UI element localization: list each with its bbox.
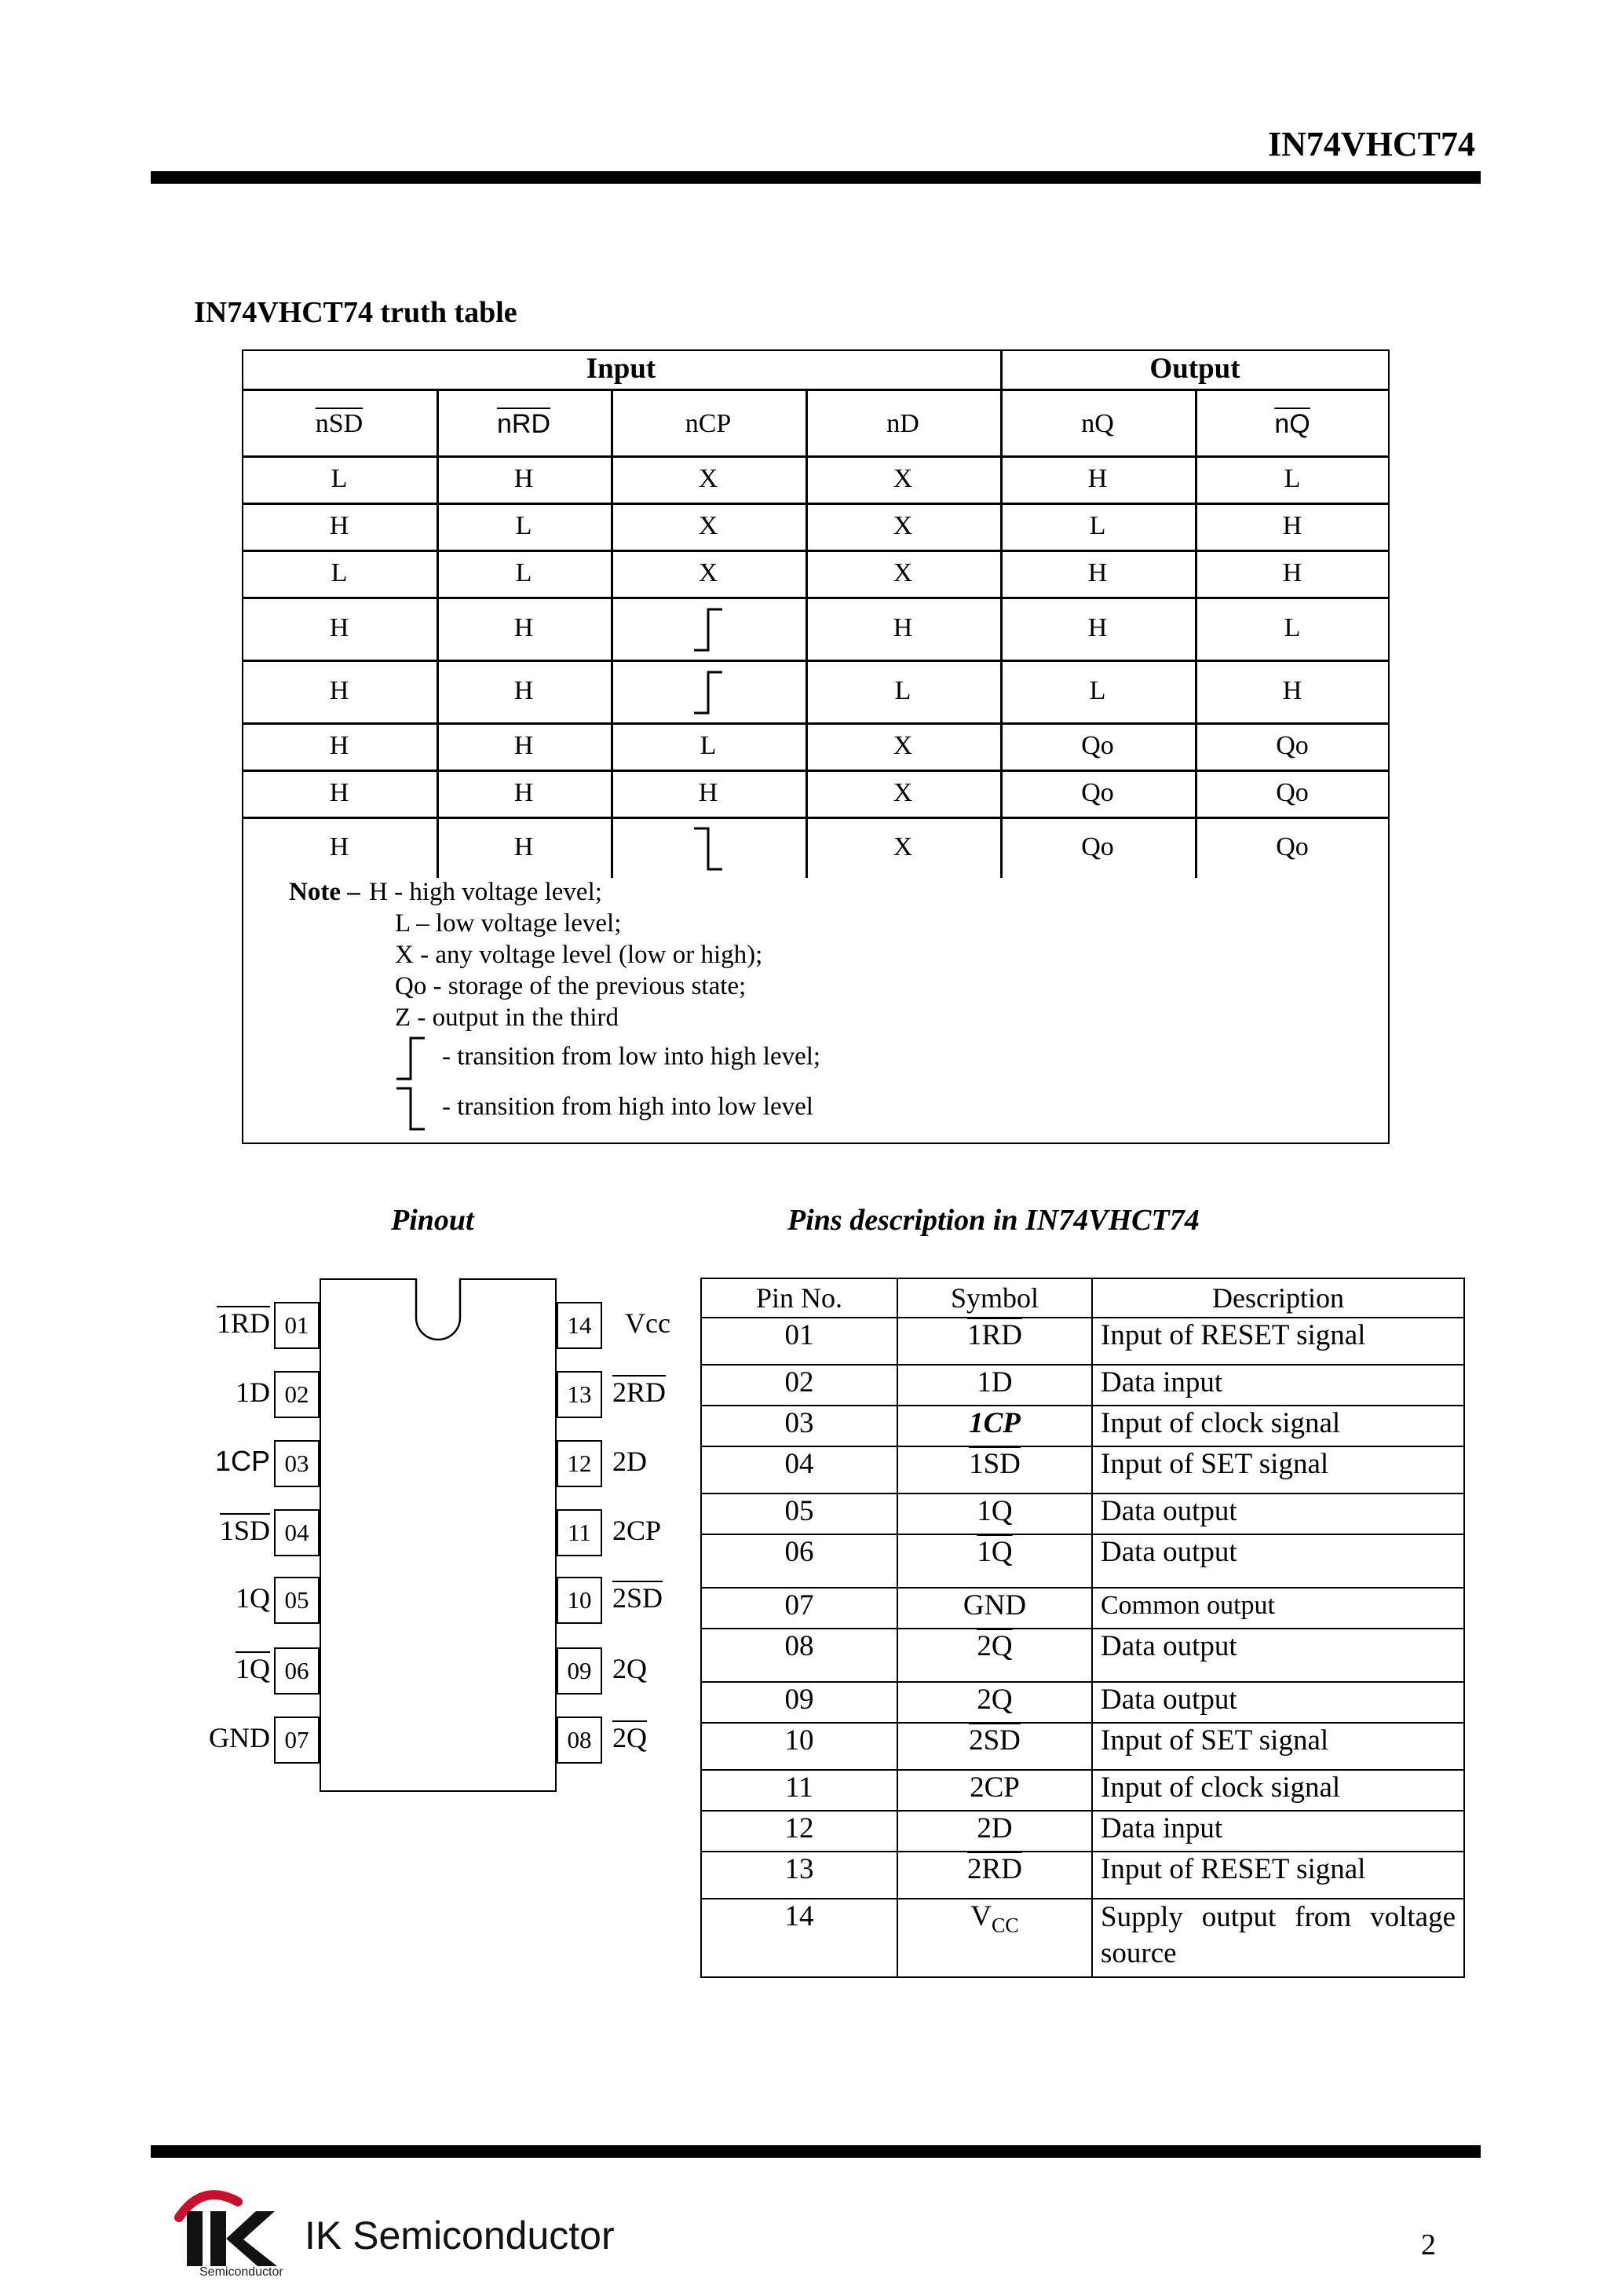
truth-row-line xyxy=(242,389,1390,391)
truth-cell: Qo xyxy=(1081,731,1114,760)
chip-notch xyxy=(415,1278,462,1341)
pin-number: 01 xyxy=(701,1318,897,1365)
truth-cell: H xyxy=(513,731,534,760)
chip-pin-box: 05 xyxy=(274,1577,320,1624)
truth-cell: X xyxy=(893,778,913,807)
chip-pin-label xyxy=(612,1652,647,1685)
logo-subtext: Semiconductor xyxy=(199,2265,283,2279)
chip-pin-label xyxy=(236,1581,270,1614)
truth-cell: H xyxy=(329,731,349,760)
note-line: Qo - storage of the previous state; xyxy=(395,972,747,1000)
pin-symbol xyxy=(897,1318,1092,1365)
pin-number: 04 xyxy=(701,1446,897,1493)
chip-pin-label xyxy=(236,1376,270,1409)
note-line: X - any voltage level (low or high); xyxy=(395,941,763,969)
truth-cell: H xyxy=(513,832,534,861)
truth-cell: X xyxy=(698,511,718,540)
chip-pin-label xyxy=(612,1514,661,1547)
chip-pin-text: 2Q xyxy=(612,1653,647,1684)
pin-symbol xyxy=(897,1899,1092,1977)
pin-description: Common output xyxy=(1092,1588,1464,1629)
chip-pin-box: 06 xyxy=(274,1647,320,1695)
company-name: IK Semiconductor xyxy=(305,2214,615,2258)
pin-symbol xyxy=(897,1493,1092,1534)
chip-pin-label xyxy=(625,1307,670,1340)
top-rule xyxy=(151,171,1481,184)
chip-pin-box: 03 xyxy=(274,1440,320,1487)
truth-col-header xyxy=(1195,397,1390,452)
truth-col-header xyxy=(1000,397,1195,452)
pin-number: 14 xyxy=(701,1899,897,1977)
chip-pin-box: 14 xyxy=(557,1302,602,1349)
chip-pin-label xyxy=(612,1445,647,1478)
pins-header-cell: Description xyxy=(1092,1278,1464,1318)
chip-body xyxy=(320,1278,557,1792)
rising-edge-icon xyxy=(692,669,724,716)
chip-pin-label xyxy=(612,1581,663,1614)
chip-pin-label xyxy=(217,1307,270,1340)
pin-symbol xyxy=(897,1406,1092,1446)
rising-edge-icon xyxy=(692,606,724,653)
pin-description: Data output xyxy=(1092,1493,1464,1534)
pins-row xyxy=(701,1770,1464,1811)
note-rise-row xyxy=(395,1035,820,1082)
pins-row xyxy=(701,1852,1464,1899)
truth-col-header xyxy=(611,397,806,452)
pin-symbol-text: 2D xyxy=(977,1812,1013,1844)
chip-pin-box: 07 xyxy=(274,1717,320,1764)
pin-symbol xyxy=(897,1770,1092,1811)
document-title: IN74VHCT74 xyxy=(1267,125,1475,163)
note-rise-text: - transition from low into high level; xyxy=(442,1042,821,1071)
pin-symbol-text: 2CP xyxy=(970,1771,1020,1804)
pin-description: Data input xyxy=(1092,1811,1464,1852)
pins-row xyxy=(701,1365,1464,1406)
pin-description: Data output xyxy=(1092,1682,1464,1723)
chip-pin-text: 1CP xyxy=(214,1445,270,1477)
chip-pin-text: 2Q xyxy=(612,1722,647,1753)
pin-symbol xyxy=(897,1588,1092,1629)
truth-cell: H xyxy=(698,778,718,807)
chip-pin-label xyxy=(612,1721,647,1754)
ik-logo-icon xyxy=(163,2186,293,2272)
pin-symbol xyxy=(897,1682,1092,1723)
truth-cell xyxy=(611,660,806,722)
chip-pin-text: 2SD xyxy=(612,1582,663,1614)
chip-pin-text: 2D xyxy=(612,1446,647,1477)
pin-symbol-text: 1SD xyxy=(969,1448,1021,1480)
truth-cell: H xyxy=(329,832,349,861)
truth-col-label: $\overline{nQ}$ xyxy=(1274,409,1310,439)
chip-pin-text: 1SD xyxy=(219,1515,270,1546)
pins-row xyxy=(701,1588,1464,1629)
note-fall-row xyxy=(395,1085,813,1132)
truth-cell: X xyxy=(698,558,718,587)
truth-cell: X xyxy=(893,731,913,760)
chip-pin-label xyxy=(209,1721,270,1754)
pin-number: 03 xyxy=(701,1406,897,1446)
falling-edge-icon xyxy=(692,825,724,872)
truth-cell: X xyxy=(893,558,913,587)
pin-symbol-text: 2Q xyxy=(977,1630,1013,1662)
truth-cell xyxy=(611,597,806,660)
chip-pin-label xyxy=(236,1652,270,1685)
pins-row xyxy=(701,1534,1464,1588)
pin-number: 12 xyxy=(701,1811,897,1852)
truth-cell: H xyxy=(1282,511,1302,540)
pins-description-title: Pins description in IN74VHCT74 xyxy=(787,1204,1200,1237)
chip-pin-text: GND xyxy=(209,1722,270,1753)
truth-group-output: Output xyxy=(1149,353,1240,385)
pins-row xyxy=(701,1629,1464,1682)
pin-symbol xyxy=(897,1534,1092,1588)
truth-col-header xyxy=(806,397,1000,452)
page-number: 2 xyxy=(1421,2228,1436,2261)
chip-pin-box: 13 xyxy=(557,1371,602,1418)
truth-cell: X xyxy=(893,511,913,540)
pin-symbol-text: GND xyxy=(963,1589,1027,1621)
truth-col-label: nCP xyxy=(685,409,732,438)
pin-symbol-text: 1RD xyxy=(967,1319,1022,1351)
pins-row xyxy=(701,1723,1464,1770)
truth-col-header xyxy=(242,397,437,452)
chip-pin-text: 1RD xyxy=(216,1307,270,1339)
truth-cell: H xyxy=(329,676,349,705)
rising-edge-icon xyxy=(395,1035,426,1082)
falling-edge-icon xyxy=(395,1085,426,1132)
truth-col-label: nQ xyxy=(1081,409,1114,438)
truth-col-header xyxy=(437,397,611,452)
truth-cell: X xyxy=(893,464,913,493)
pin-number: 08 xyxy=(701,1629,897,1682)
chip-pin-box: 11 xyxy=(557,1509,602,1556)
pin-description: Input of clock signal xyxy=(1092,1406,1464,1446)
truth-cell: H xyxy=(513,778,534,807)
pin-symbol xyxy=(897,1852,1092,1899)
truth-cell: H xyxy=(1282,676,1302,705)
pin-number: 13 xyxy=(701,1852,897,1899)
truth-cell: Qo xyxy=(1276,832,1309,861)
pin-number: 09 xyxy=(701,1682,897,1723)
pin-symbol-text: 1Q xyxy=(977,1536,1013,1568)
pin-description: Data input xyxy=(1092,1365,1464,1406)
truth-table-title: IN74VHCT74 truth table xyxy=(194,296,517,329)
chip-pin-text: 1Q xyxy=(236,1582,270,1614)
pin-symbol-text: 1Q xyxy=(977,1495,1013,1527)
truth-cell: Qo xyxy=(1276,778,1309,807)
pin-description: Input of SET signal xyxy=(1092,1723,1464,1770)
truth-cell: H xyxy=(513,613,534,642)
note-line: H - high voltage level; xyxy=(369,878,602,906)
pin-symbol xyxy=(897,1365,1092,1406)
truth-cell: L xyxy=(1089,511,1106,540)
pin-description: Data output xyxy=(1092,1629,1464,1682)
truth-cell: L xyxy=(331,558,348,587)
chip-pin-text: 2RD xyxy=(612,1377,667,1408)
truth-cell: H xyxy=(513,676,534,705)
truth-cell: H xyxy=(513,464,534,493)
truth-cell: Qo xyxy=(1081,832,1114,861)
truth-cell: H xyxy=(893,613,913,642)
truth-cell xyxy=(611,817,806,878)
pin-description: Data output xyxy=(1092,1534,1464,1588)
chip-pin-label xyxy=(215,1445,270,1478)
pin-symbol-text: 2Q xyxy=(977,1684,1013,1716)
truth-col-label: $\overline{nRD}$ xyxy=(496,409,551,439)
truth-cell: L xyxy=(894,676,911,705)
pins-row xyxy=(701,1811,1464,1852)
pins-row xyxy=(701,1318,1464,1365)
truth-cell: H xyxy=(329,613,349,642)
pin-description: Input of RESET signal xyxy=(1092,1318,1464,1365)
pin-symbol-text: 2SD xyxy=(969,1724,1021,1757)
chip-pin-text: 1D xyxy=(236,1377,270,1408)
truth-cell: Qo xyxy=(1081,778,1114,807)
chip-pin-box: 04 xyxy=(274,1509,320,1556)
pins-row xyxy=(701,1406,1464,1446)
truth-cell: Qo xyxy=(1276,731,1309,760)
pin-symbol-sub: CC xyxy=(992,1914,1019,1937)
truth-cell: L xyxy=(1089,676,1106,705)
truth-col-label: nD xyxy=(886,409,919,438)
pin-symbol xyxy=(897,1723,1092,1770)
chip-pin-text: 1Q xyxy=(236,1653,270,1684)
pin-description: Input of SET signal xyxy=(1092,1446,1464,1493)
truth-cell: H xyxy=(1087,613,1108,642)
pin-number: 02 xyxy=(701,1365,897,1406)
truth-cell: L xyxy=(1284,464,1301,493)
pin-number: 10 xyxy=(701,1723,897,1770)
chip-pin-label xyxy=(612,1376,666,1409)
chip-pin-text: 2CP xyxy=(612,1515,662,1546)
chip-pin-label xyxy=(220,1514,270,1547)
truth-cell: L xyxy=(515,558,532,587)
chip-pin-box: 10 xyxy=(557,1577,602,1624)
pin-symbol-text: 1CP xyxy=(969,1407,1021,1439)
pins-row xyxy=(701,1682,1464,1723)
truth-cell: H xyxy=(1282,558,1302,587)
pin-symbol xyxy=(897,1629,1092,1682)
truth-cell: H xyxy=(1087,464,1108,493)
pin-description: Supply output from voltage source xyxy=(1092,1899,1464,1977)
truth-cell: L xyxy=(700,731,717,760)
pins-header-cell: Pin No. xyxy=(701,1278,897,1318)
chip-pin-box: 09 xyxy=(557,1647,602,1695)
truth-cell: L xyxy=(331,464,348,493)
note-fall-text: - transition from high into low level xyxy=(442,1092,813,1121)
truth-cell: L xyxy=(515,511,532,540)
note-line: L – low voltage level; xyxy=(395,909,622,938)
pins-row xyxy=(701,1899,1464,1977)
pin-symbol xyxy=(897,1446,1092,1493)
pin-number: 07 xyxy=(701,1588,897,1629)
pin-symbol xyxy=(897,1811,1092,1852)
pin-number: 11 xyxy=(701,1770,897,1811)
chip-pin-box: 02 xyxy=(274,1371,320,1418)
pin-description: Input of RESET signal xyxy=(1092,1852,1464,1899)
pin-symbol-text: 1D xyxy=(977,1366,1013,1398)
chip-pin-box: 08 xyxy=(557,1717,602,1764)
truth-cell: L xyxy=(1284,613,1301,642)
pins-row xyxy=(701,1493,1464,1534)
pins-header-cell: Symbol xyxy=(897,1278,1092,1318)
truth-col-label: $\overline{nSD}$ xyxy=(315,409,363,438)
pin-number: 05 xyxy=(701,1493,897,1534)
truth-cell: H xyxy=(1087,558,1108,587)
truth-cell: X xyxy=(698,464,718,493)
truth-cell: H xyxy=(329,778,349,807)
truth-cell: X xyxy=(893,832,913,861)
pinout-title: Pinout xyxy=(391,1204,474,1237)
pin-symbol-text: V xyxy=(970,1900,992,1932)
note-line: Z - output in the third xyxy=(395,1004,619,1032)
bottom-rule xyxy=(151,2145,1481,2158)
chip-pin-text: Vcc xyxy=(625,1307,670,1339)
note-label: Note – xyxy=(289,878,360,906)
pins-row xyxy=(701,1446,1464,1493)
pin-description: Input of clock signal xyxy=(1092,1770,1464,1811)
truth-cell: H xyxy=(329,511,349,540)
pin-number: 06 xyxy=(701,1534,897,1588)
chip-pin-box: 01 xyxy=(274,1302,320,1349)
pins-description-table xyxy=(700,1278,1465,1978)
truth-group-input: Input xyxy=(586,353,656,385)
chip-pin-box: 12 xyxy=(557,1440,602,1487)
pin-symbol-text: 2RD xyxy=(967,1853,1022,1885)
